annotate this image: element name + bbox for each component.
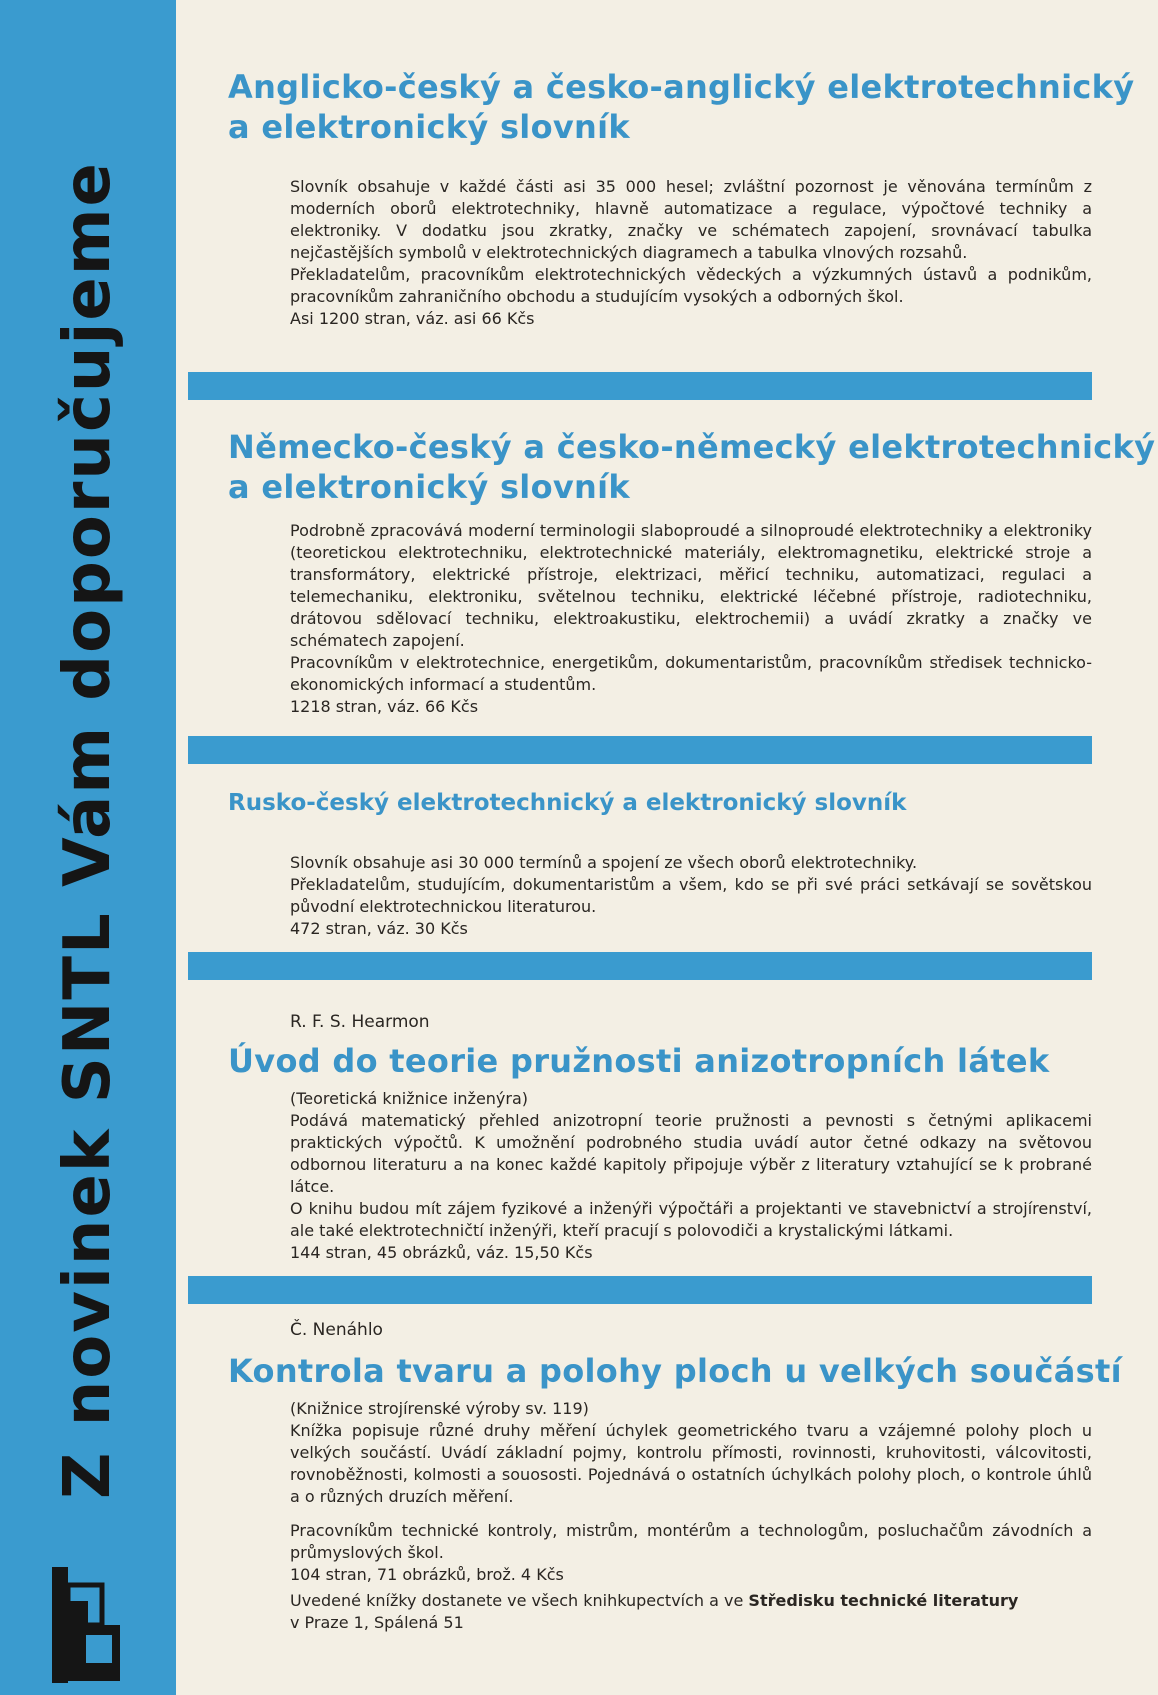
book-2-description [290, 520, 1092, 718]
book-4-title: Úvod do teorie pružnosti anizotropních látek [228, 1042, 1050, 1080]
book-5-description [290, 1398, 1092, 1586]
section-divider [188, 372, 1092, 400]
book-1-paragraph: Slovník obsahuje v každé části asi 35 000 hesel; zvláštní pozornost je věnována termínům z moderních oborů elektrotechniky, hlavně automatizace a regulace, výpočtové techniky a elektroniky. V dodatku jsou zkratky, značky ve schématech zapojení, srovnávací tabulka nejčastějších symbolů v elektrotechnických diagramech a tabulka vlnových rozsahů. [290, 177, 1092, 262]
book-3-title: Rusko-český elektrotechnický a elektronický slovník [228, 790, 907, 816]
book-3-price: 472 stran, váz. 30 Kčs [290, 919, 468, 938]
book-5-paragraph: Pracovníkům technické kontroly, mistrům, montérům a technologům, posluchačům závodních a průmyslových škol. [290, 1521, 1092, 1562]
book-5-author: Č. Nenáhlo [290, 1320, 383, 1340]
book-5-paragraph: Knížka popisuje různé druhy měření úchylek geometrického tvaru a vzájemné polohy ploch u velkých součástí. Uvádí základní pojmy, kontrolu přímosti, rovinnosti, kruhovitosti, válcovitosti, rovnoběžnosti, kolmosti a souososti. Pojednává o ostatních úchylkách polohy ploch, o kontrole úhlů a o různých druzích měření. [290, 1421, 1092, 1506]
sidebar [0, 0, 176, 1695]
book-3-paragraph: Překladatelům, studujícím, dokumentaristům a všem, kdo se při své práci setkávají se sovětskou původní elektrotechnickou literaturou. [290, 875, 1092, 916]
book-1-title-line2: a elektronický slovník [228, 108, 630, 146]
book-1-description [290, 176, 1092, 330]
footer-text: Uvedené knížky dostanete ve všech knihkupectvích a ve [290, 1591, 744, 1610]
book-4-author: R. F. S. Hearmon [290, 1012, 430, 1032]
book-1-title-line1: Anglicko-český a česko-anglický elektrotechnický [228, 68, 1135, 106]
book-2-title-line1: Německo-český a česko-německý elektrotechnický [228, 428, 1156, 466]
book-5-price: 104 stran, 71 obrázků, brož. 4 Kčs [290, 1565, 564, 1584]
book-2-title-line2: a elektronický slovník [228, 468, 630, 506]
book-3-description [290, 852, 1092, 940]
book-4-description [290, 1088, 1092, 1264]
book-1-paragraph: Překladatelům, pracovníkům elektrotechnických vědeckých a výzkumných ústavů a podnikům, pracovníkům zahraničního obchodu a studujícím vysokých a odborných škol. [290, 265, 1092, 306]
book-2-paragraph: Pracovníkům v elektrotechnice, energetikům, dokumentaristům, pracovníkům středisek technicko-ekonomických informací a studentům. [290, 653, 1092, 694]
section-divider [188, 736, 1092, 764]
book-5-title: Kontrola tvaru a polohy ploch u velkých součástí [228, 1352, 1122, 1390]
book-5-series: (Knižnice strojírenské výroby sv. 119) [290, 1399, 589, 1418]
section-divider [188, 1276, 1092, 1304]
book-4-paragraph: O knihu budou mít zájem fyzikové a inženýři výpočtáři a projektanti ve stavebnictví a strojírenství, ale také elektrotechničtí inženýři, kteří pracují s polovodiči a krystalickými látkami. [290, 1199, 1092, 1240]
footer-address: v Praze 1, Spálená 51 [290, 1613, 464, 1632]
book-2-price: 1218 stran, váz. 66 Kčs [290, 697, 479, 716]
book-1-price: Asi 1200 stran, váz. asi 66 Kčs [290, 309, 535, 328]
sntl-logo-icon [48, 1565, 126, 1685]
vertical-title: Z novinek SNTL Vám doporučujeme [51, 161, 125, 1499]
book-4-series: (Teoretická knižnice inženýra) [290, 1089, 529, 1108]
book-4-price: 144 stran, 45 obrázků, váz. 15,50 Kčs [290, 1243, 593, 1262]
book-2-paragraph: Podrobně zpracovává moderní terminologii slaboproudé a silnoproudé elektrotechniky a elektroniky (teoretickou elektrotechniku, elektrotechnické materiály, elektromagnetiku, elektrické stroje a transformátory, elektrické přístroje, elektrizaci, měřicí techniku, automatizaci, regulaci a telemechaniku, elektroniku, světelnou techniku, elektrické léčebné přístroje, radiotechniku, drátovou sdělovací techniku, elektroakustiku, elektrochemii) a uvádí zkratky a značky ve schématech zapojení. [290, 521, 1092, 650]
book-3-paragraph: Slovník obsahuje asi 30 000 termínů a spojení ze všech oborů elektrotechniky. [290, 853, 918, 872]
content [176, 0, 1158, 1695]
section-divider [188, 952, 1092, 980]
book-4-paragraph: Podává matematický přehled anizotropní teorie pružnosti a pevnosti s četnými aplikacemi praktických výpočtů. K umožnění podrobného studia uvádí autor četné odkazy na světovou odbornou literaturu a na konec každé kapitoly připojuje výběr z literatury vztahující se k probrané látce. [290, 1111, 1092, 1196]
footer-note [290, 1590, 1092, 1634]
footer-highlight: Středisku technické literatury [748, 1591, 1019, 1610]
